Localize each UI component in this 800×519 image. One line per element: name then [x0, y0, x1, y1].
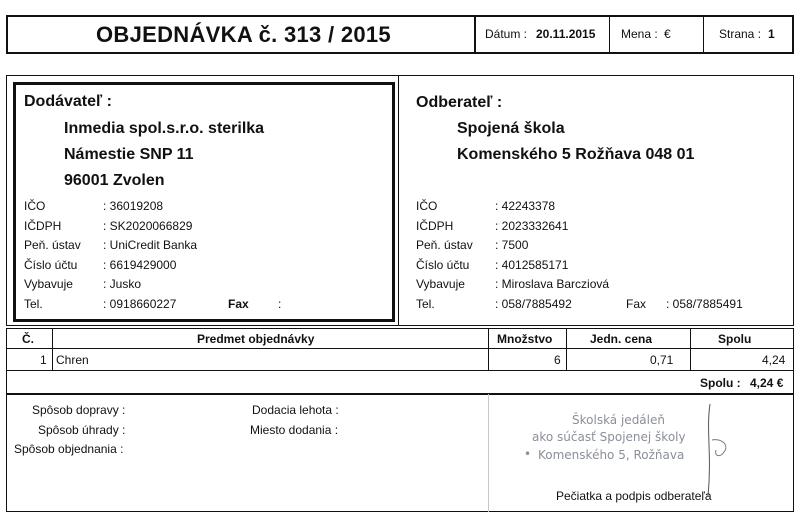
row-qty: 6	[554, 353, 561, 367]
transport-label: Spôsob dopravy :	[32, 403, 126, 417]
column-header-unit-price: Jedn. cena	[590, 332, 653, 346]
customer-field-value: : Miroslava Barcziová	[495, 277, 610, 291]
supplier-fax-value: :	[278, 297, 282, 311]
customer-fax-label: Fax	[626, 297, 647, 311]
table-col-divider	[52, 328, 53, 370]
supplier-field-label: Peň. ústav	[24, 238, 81, 252]
supplier-street: Námestie SNP 11	[64, 146, 194, 163]
column-header-total: Spolu	[718, 332, 752, 346]
column-header-no: Č.	[22, 332, 34, 346]
supplier-field-label: Tel.	[24, 297, 43, 311]
row-total: 4,24	[762, 353, 786, 367]
supplier-name: Inmedia spol.s.r.o. sterilka	[64, 120, 265, 137]
supplier-field-value: : Jusko	[103, 277, 142, 291]
supplier-field-value: : UniCredit Banka	[103, 238, 198, 252]
table-col-divider	[566, 328, 567, 370]
customer-field-label: Tel.	[416, 297, 435, 311]
supplier-field-label: IČDPH	[24, 219, 62, 233]
delivery-term-label: Dodacia lehota :	[252, 403, 339, 417]
signature-scribble	[690, 400, 750, 500]
items-table	[6, 328, 794, 394]
supplier-field-value: : SK2020066829	[103, 219, 193, 233]
table-row-divider	[6, 370, 794, 371]
currency-value: €	[664, 27, 671, 41]
header-divider	[609, 15, 610, 54]
customer-name: Spojená škola	[457, 120, 565, 137]
customer-fax-value: : 058/7885491	[666, 297, 743, 311]
footer-divider	[488, 394, 489, 512]
supplier-field-value: : 0918660227	[103, 297, 177, 311]
column-header-item: Predmet objednávky	[197, 332, 315, 346]
parties-divider	[398, 75, 399, 326]
row-item: Chren	[56, 353, 89, 367]
customer-field-value: : 7500	[495, 238, 529, 252]
customer-field-label: IČO	[416, 199, 438, 213]
date-label: Dátum :	[485, 27, 528, 41]
supplier-heading: Dodávateľ :	[24, 93, 112, 110]
page-value: 1	[768, 27, 775, 41]
stamp-line: Komenského 5, Rožňava	[538, 448, 685, 462]
customer-field-label: IČDPH	[416, 219, 454, 233]
supplier-field-value: : 36019208	[103, 199, 164, 213]
customer-field-value: : 058/7885492	[495, 297, 572, 311]
table-col-divider	[690, 328, 691, 370]
supplier-field-value: : 6619429000	[103, 258, 177, 272]
table-col-divider	[488, 328, 489, 370]
currency-label: Mena :	[621, 27, 658, 41]
header-divider	[703, 15, 704, 54]
payment-label: Spôsob úhrady :	[38, 423, 126, 437]
stamp-line: Školská jedáleň	[572, 413, 665, 427]
header-divider	[474, 15, 476, 54]
sum-value: 4,24 €	[750, 376, 784, 390]
stamp-line: ako súčasť Spojenej školy	[532, 430, 686, 444]
supplier-field-label: Číslo účtu	[24, 258, 78, 272]
column-header-qty: Množstvo	[497, 332, 553, 346]
supplier-field-label: IČO	[24, 199, 46, 213]
customer-address: Komenského 5 Rožňava 048 01	[457, 146, 695, 163]
signature-label: Pečiatka a podpis odberateľa	[556, 489, 712, 503]
delivery-place-label: Miesto dodania :	[250, 423, 339, 437]
supplier-field-label: Vybavuje	[24, 277, 73, 291]
customer-field-label: Peň. ústav	[416, 238, 473, 252]
ordering-label: Spôsob objednania :	[14, 442, 124, 456]
row-unit-price: 0,71	[650, 353, 674, 367]
supplier-city: 96001 Zvolen	[64, 172, 165, 189]
date-value: 20.11.2015	[536, 27, 596, 41]
stamp-bullet: •	[524, 447, 532, 461]
customer-heading: Odberateľ :	[416, 94, 503, 111]
supplier-fax-label: Fax	[228, 297, 249, 311]
page-label: Strana :	[719, 27, 762, 41]
customer-field-value: : 42243378	[495, 199, 556, 213]
customer-field-value: : 4012585171	[495, 258, 569, 272]
document-title: OBJEDNÁVKA č. 313 / 2015	[96, 22, 391, 47]
customer-field-value: : 2023332641	[495, 219, 569, 233]
customer-field-label: Vybavuje	[416, 277, 465, 291]
table-row-divider	[6, 348, 794, 349]
customer-field-label: Číslo účtu	[416, 258, 470, 272]
row-no: 1	[40, 353, 47, 367]
sum-label: Spolu :	[700, 376, 741, 390]
